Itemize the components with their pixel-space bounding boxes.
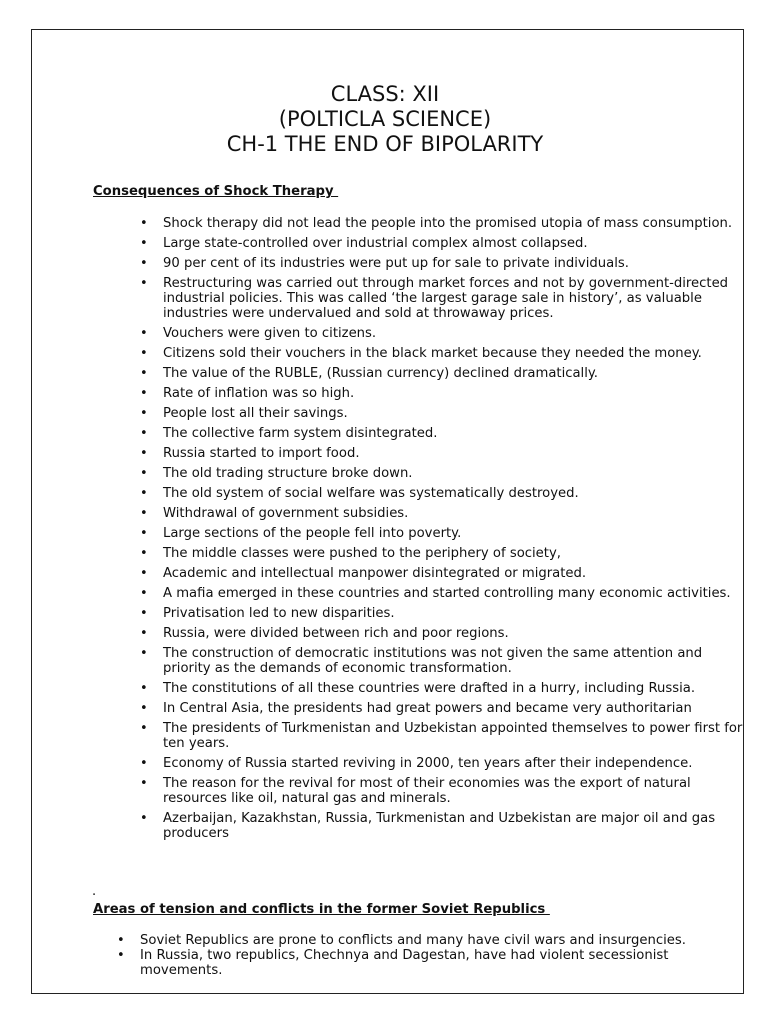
list-item: • 90 per cent of its industries were put up for sale to private individuals. [163,256,747,271]
list-item: • The old system of social welfare was systematically destroyed. [163,486,747,501]
list-item: • The presidents of Turkmenistan and Uzbekistan appointed themselves to power first for ten years. [163,721,747,751]
list-item: • Withdrawal of government subsidies. [163,506,747,521]
list-item: • Academic and intellectual manpower disintegrated or migrated. [163,566,747,581]
list-item: • Russia, were divided between rich and poor regions. [163,626,747,641]
list-item: • Russia started to import food. [163,446,747,461]
list-item: • The old trading structure broke down. [163,466,747,481]
section-heading-areas-of-tension: Areas of tension and conflicts in the former Soviet Republics [93,902,550,917]
list-item: • Rate of inflation was so high. [163,386,747,401]
list-item: • Shock therapy did not lead the people into the promised utopia of mass consumption. [163,216,747,231]
list-item: • Soviet Republics are prone to conflicts and many have civil wars and insurgencies. [140,933,740,948]
list-item: • The constitutions of all these countries were drafted in a hurry, including Russia. [163,681,747,696]
stray-period: . [92,884,97,899]
list-item: • A mafia emerged in these countries and started controlling many economic activities. [163,586,747,601]
page-title [0,82,768,157]
list-item: • In Central Asia, the presidents had great powers and became very authoritarian [163,701,747,716]
list-item: • Azerbaijan, Kazakhstan, Russia, Turkmenistan and Uzbekistan are major oil and gas producers [163,811,747,841]
list-item: • Privatisation led to new disparities. [163,606,747,621]
list-item: • Citizens sold their vouchers in the black market because they needed the money. [163,346,747,361]
list-item: • Vouchers were given to citizens. [163,326,747,341]
tension-conflicts-list [140,933,740,978]
list-item: • In Russia, two republics, Chechnya and Dagestan, have had violent secessionist movements. [140,948,740,978]
list-item: • Restructuring was carried out through market forces and not by government-directed industrial policies. This was called ‘the largest garage sale in history’, as valuable industries were undervalued and sold at throwaway prices. [163,276,747,321]
list-item: • The construction of democratic institutions was not given the same attention and priority as the demands of economic transformation. [163,646,747,676]
list-item: • The value of the RUBLE, (Russian currency) declined dramatically. [163,366,747,381]
list-item: • The collective farm system disintegrated. [163,426,747,441]
shock-therapy-list [163,216,747,846]
list-item: • The middle classes were pushed to the periphery of society, [163,546,747,561]
list-item: • The reason for the revival for most of their economies was the export of natural resources like oil, natural gas and minerals. [163,776,747,806]
list-item: • People lost all their savings. [163,406,747,421]
list-item: • Economy of Russia started reviving in 2000, ten years after their independence. [163,756,747,771]
list-item: • Large sections of the people fell into poverty. [163,526,747,541]
title-line-chapter: CH-1 THE END OF BIPOLARITY [226,132,544,156]
list-item: • Large state-controlled over industrial complex almost collapsed. [163,236,747,251]
section-heading-shock-therapy: Consequences of Shock Therapy [93,184,339,199]
title-line-class: CLASS: XII [330,82,440,106]
title-line-subject: (POLTICLA SCIENCE) [278,107,492,131]
